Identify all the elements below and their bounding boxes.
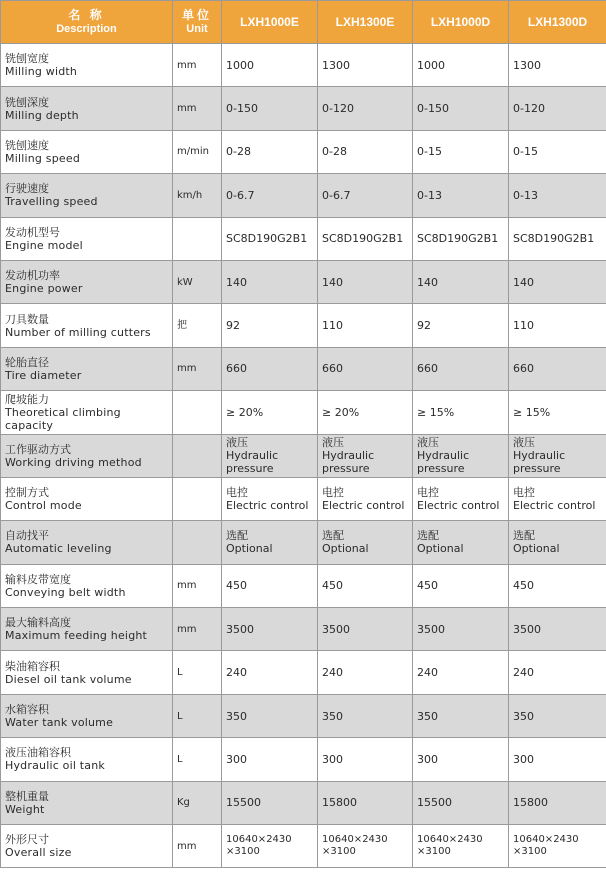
row-description — [1, 564, 173, 607]
table-row — [1, 694, 606, 737]
value-line: 选配 — [226, 529, 248, 543]
description-cn: 最大输料高度 — [5, 616, 71, 630]
description-cn: 自动找平 — [5, 529, 49, 543]
description-cn: 控制方式 — [5, 486, 49, 500]
description-en: Theoretical climbing capacity — [5, 405, 121, 432]
value-line: Hydraulic — [322, 449, 375, 463]
header-unit-en: Unit — [186, 23, 208, 35]
row-value-model-2: 0-28 — [318, 130, 413, 173]
row-description — [1, 738, 173, 781]
table-row — [1, 608, 606, 651]
row-unit — [173, 217, 222, 260]
value-line: 10640×2430 — [513, 834, 579, 846]
description-en: Overall size — [5, 846, 72, 860]
row-value-model-3: 660 — [413, 347, 509, 390]
row-unit — [173, 434, 222, 477]
row-value-model-4: 3500 — [509, 608, 606, 651]
table-row — [1, 260, 606, 303]
description-en: Diesel oil tank volume — [5, 672, 132, 686]
header-model-2: LXH1300E — [318, 1, 413, 44]
value-line: pressure — [513, 462, 561, 476]
row-value-model-1: 660 — [222, 347, 318, 390]
value-line: Hydraulic — [226, 449, 279, 463]
row-unit: mm — [173, 564, 222, 607]
row-value-model-3: 3500 — [413, 608, 509, 651]
row-value-model-1 — [222, 521, 318, 564]
value-line: 电控 — [417, 486, 439, 500]
table-row — [1, 87, 606, 130]
value-line: 电控 — [226, 486, 248, 500]
row-description — [1, 304, 173, 347]
row-value-model-2: 240 — [318, 651, 413, 694]
description-en: Working driving method — [5, 455, 142, 469]
header-unit-cn: 单位 — [181, 8, 212, 22]
header-unit — [173, 1, 222, 44]
value-line: 电控 — [513, 486, 535, 500]
row-unit: Kg — [173, 781, 222, 824]
row-value-model-3 — [413, 434, 509, 477]
row-value-model-4: 110 — [509, 304, 606, 347]
row-unit: mm — [173, 825, 222, 868]
description-cn: 发动机型号 — [5, 225, 60, 239]
description-en: Engine power — [5, 282, 83, 296]
row-description — [1, 608, 173, 651]
row-value-model-4: 0-120 — [509, 87, 606, 130]
row-value-model-2: 0-120 — [318, 87, 413, 130]
row-description — [1, 521, 173, 564]
table-row — [1, 347, 606, 390]
description-cn: 柴油箱容积 — [5, 659, 60, 673]
description-cn: 铣刨速度 — [5, 138, 49, 152]
row-value-model-2: 1300 — [318, 44, 413, 87]
value-line: Hydraulic — [513, 449, 566, 463]
row-value-model-1: SC8D190G2B1 — [222, 217, 318, 260]
row-value-model-3: 15500 — [413, 781, 509, 824]
row-value-model-2 — [318, 477, 413, 520]
row-description — [1, 260, 173, 303]
row-description — [1, 217, 173, 260]
row-value-model-4: 15800 — [509, 781, 606, 824]
row-unit: m/min — [173, 130, 222, 173]
value-line: Optional — [226, 542, 273, 556]
description-cn: 行驶速度 — [5, 182, 49, 196]
row-value-model-2: 110 — [318, 304, 413, 347]
row-unit: mm — [173, 347, 222, 390]
row-value-model-4: 0-15 — [509, 130, 606, 173]
row-value-model-4 — [509, 434, 606, 477]
row-description — [1, 434, 173, 477]
value-line: ×3100 — [513, 846, 547, 858]
row-value-model-1: 1000 — [222, 44, 318, 87]
row-value-model-3: SC8D190G2B1 — [413, 217, 509, 260]
header-description-cn: 名 称 — [68, 8, 105, 22]
value-line: 选配 — [322, 529, 344, 543]
row-value-model-3: ≥ 15% — [413, 391, 509, 434]
description-cn: 铣刨深度 — [5, 95, 49, 109]
description-cn: 水箱容积 — [5, 703, 49, 717]
row-description — [1, 651, 173, 694]
header-description — [1, 1, 173, 44]
row-value-model-3: 140 — [413, 260, 509, 303]
row-value-model-1: 240 — [222, 651, 318, 694]
description-en: Milling depth — [5, 108, 79, 122]
row-value-model-2: 0-6.7 — [318, 174, 413, 217]
row-value-model-1 — [222, 825, 318, 868]
row-value-model-4: 350 — [509, 694, 606, 737]
row-value-model-4: 0-13 — [509, 174, 606, 217]
value-line: Hydraulic — [417, 449, 470, 463]
row-value-model-4: ≥ 15% — [509, 391, 606, 434]
table-row — [1, 174, 606, 217]
row-unit — [173, 391, 222, 434]
value-line: 选配 — [513, 529, 535, 543]
description-en: Automatic leveling — [5, 542, 112, 556]
description-cn: 爬坡能力 — [5, 392, 49, 406]
row-value-model-3: 92 — [413, 304, 509, 347]
value-line: Electric control — [513, 499, 596, 513]
row-value-model-1: 15500 — [222, 781, 318, 824]
row-value-model-2: 3500 — [318, 608, 413, 651]
description-en: Maximum feeding height — [5, 629, 148, 643]
row-value-model-3: 350 — [413, 694, 509, 737]
value-line: Optional — [322, 542, 369, 556]
table-row — [1, 304, 606, 347]
table-row — [1, 564, 606, 607]
row-description — [1, 347, 173, 390]
row-value-model-3: 0-13 — [413, 174, 509, 217]
row-description — [1, 781, 173, 824]
row-value-model-4: 450 — [509, 564, 606, 607]
row-unit: mm — [173, 608, 222, 651]
row-unit: L — [173, 651, 222, 694]
row-value-model-3: 0-15 — [413, 130, 509, 173]
row-unit — [173, 477, 222, 520]
row-value-model-4: 300 — [509, 738, 606, 781]
row-unit: L — [173, 738, 222, 781]
value-line: pressure — [226, 462, 274, 476]
row-value-model-1 — [222, 434, 318, 477]
description-en: Milling width — [5, 65, 78, 79]
row-unit: 把 — [173, 304, 222, 347]
row-value-model-2: 300 — [318, 738, 413, 781]
row-description — [1, 391, 173, 434]
row-value-model-1: 0-28 — [222, 130, 318, 173]
value-line: 液压 — [226, 436, 248, 450]
description-cn: 铣刨宽度 — [5, 52, 49, 66]
description-en: Tire diameter — [5, 368, 82, 382]
row-value-model-2 — [318, 825, 413, 868]
row-value-model-4: 140 — [509, 260, 606, 303]
row-description — [1, 825, 173, 868]
value-line: pressure — [417, 462, 465, 476]
value-line: 10640×2430 — [322, 834, 388, 846]
row-description — [1, 44, 173, 87]
row-value-model-2 — [318, 521, 413, 564]
table-row — [1, 738, 606, 781]
value-line: Optional — [513, 542, 560, 556]
row-value-model-1: 0-6.7 — [222, 174, 318, 217]
value-line: 液压 — [417, 436, 439, 450]
header-row — [1, 1, 606, 44]
description-en: Engine model — [5, 238, 83, 252]
table-row — [1, 781, 606, 824]
description-en: Number of milling cutters — [5, 325, 151, 339]
row-value-model-3: 1000 — [413, 44, 509, 87]
row-value-model-4 — [509, 521, 606, 564]
value-line: ×3100 — [322, 846, 356, 858]
row-description — [1, 477, 173, 520]
header-model-1: LXH1000E — [222, 1, 318, 44]
table-row — [1, 651, 606, 694]
row-unit: mm — [173, 44, 222, 87]
value-line: ×3100 — [417, 846, 451, 858]
description-cn: 轮胎直径 — [5, 355, 49, 369]
row-value-model-1: 450 — [222, 564, 318, 607]
row-value-model-1: 300 — [222, 738, 318, 781]
row-unit: L — [173, 694, 222, 737]
table-row — [1, 477, 606, 520]
description-cn: 工作驱动方式 — [5, 442, 71, 456]
row-description — [1, 174, 173, 217]
description-en: Water tank volume — [5, 716, 114, 730]
description-cn: 外形尺寸 — [5, 833, 49, 847]
description-cn: 输料皮带宽度 — [5, 572, 71, 586]
value-line: pressure — [322, 462, 370, 476]
description-cn: 液压油箱容积 — [5, 746, 71, 760]
value-line: Electric control — [322, 499, 405, 513]
description-cn: 发动机功率 — [5, 269, 60, 283]
row-value-model-1: 92 — [222, 304, 318, 347]
row-value-model-2: SC8D190G2B1 — [318, 217, 413, 260]
row-value-model-3 — [413, 825, 509, 868]
value-line: 10640×2430 — [226, 834, 292, 846]
row-value-model-3: 240 — [413, 651, 509, 694]
row-value-model-1: 350 — [222, 694, 318, 737]
row-description — [1, 87, 173, 130]
row-value-model-2: 140 — [318, 260, 413, 303]
value-line: Electric control — [417, 499, 500, 513]
row-value-model-2: ≥ 20% — [318, 391, 413, 434]
description-cn: 刀具数量 — [5, 312, 49, 326]
row-value-model-2: 15800 — [318, 781, 413, 824]
row-value-model-1: 140 — [222, 260, 318, 303]
table-row — [1, 391, 606, 434]
table-row — [1, 521, 606, 564]
value-line: Optional — [417, 542, 464, 556]
value-line: 液压 — [322, 436, 344, 450]
value-line: 选配 — [417, 529, 439, 543]
row-value-model-4: SC8D190G2B1 — [509, 217, 606, 260]
description-en: Control mode — [5, 499, 82, 513]
value-line: 电控 — [322, 486, 344, 500]
spec-body — [1, 44, 606, 868]
table-row — [1, 434, 606, 477]
row-unit: kW — [173, 260, 222, 303]
description-en: Conveying belt width — [5, 585, 126, 599]
row-unit — [173, 521, 222, 564]
row-description — [1, 694, 173, 737]
row-value-model-4 — [509, 825, 606, 868]
row-unit: km/h — [173, 174, 222, 217]
table-row — [1, 130, 606, 173]
header-model-3: LXH1000D — [413, 1, 509, 44]
row-value-model-1: 0-150 — [222, 87, 318, 130]
row-value-model-1: ≥ 20% — [222, 391, 318, 434]
row-value-model-2: 660 — [318, 347, 413, 390]
header-model-4: LXH1300D — [509, 1, 606, 44]
table-row — [1, 825, 606, 868]
table-row — [1, 44, 606, 87]
value-line: 10640×2430 — [417, 834, 483, 846]
row-value-model-1: 3500 — [222, 608, 318, 651]
value-line: 液压 — [513, 436, 535, 450]
value-line: ×3100 — [226, 846, 260, 858]
description-en: Travelling speed — [5, 195, 98, 209]
row-description — [1, 130, 173, 173]
table-row — [1, 217, 606, 260]
row-value-model-4: 1300 — [509, 44, 606, 87]
row-value-model-4: 660 — [509, 347, 606, 390]
row-value-model-2 — [318, 434, 413, 477]
row-value-model-3: 0-150 — [413, 87, 509, 130]
value-line: Electric control — [226, 499, 309, 513]
row-value-model-3: 300 — [413, 738, 509, 781]
row-value-model-3 — [413, 521, 509, 564]
row-value-model-3 — [413, 477, 509, 520]
row-value-model-3: 450 — [413, 564, 509, 607]
row-value-model-4 — [509, 477, 606, 520]
row-value-model-2: 450 — [318, 564, 413, 607]
description-cn: 整机重量 — [5, 789, 49, 803]
header-description-en: Description — [56, 23, 117, 35]
row-value-model-2: 350 — [318, 694, 413, 737]
row-unit: mm — [173, 87, 222, 130]
row-value-model-1 — [222, 477, 318, 520]
description-en: Milling speed — [5, 151, 80, 165]
description-en: Hydraulic oil tank — [5, 759, 105, 773]
row-value-model-4: 240 — [509, 651, 606, 694]
description-en: Weight — [5, 802, 45, 816]
